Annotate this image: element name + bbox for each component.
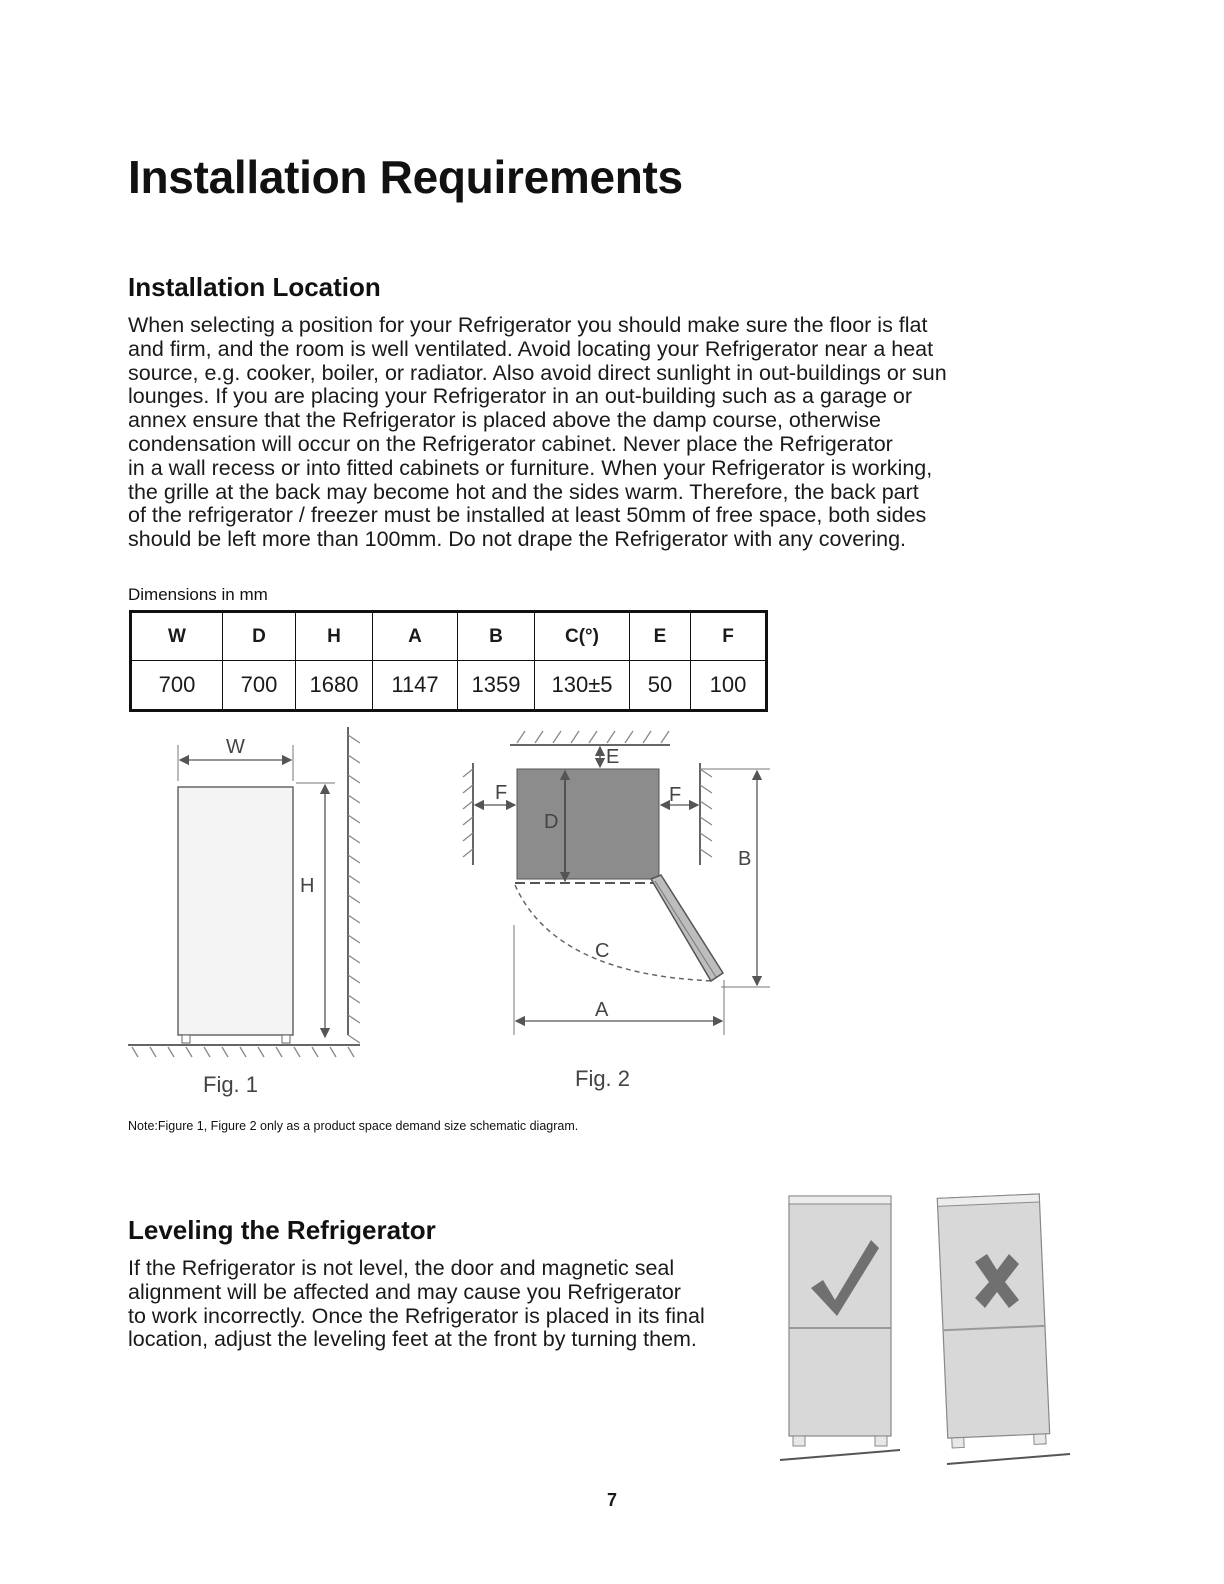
header-cell: A xyxy=(373,612,458,661)
value-cell: 1680 xyxy=(296,661,373,711)
value-cell: 100 xyxy=(691,661,767,711)
label-w: W xyxy=(226,736,245,758)
leveling-heading: Leveling the Refrigerator xyxy=(128,1215,436,1245)
door-seal xyxy=(655,881,716,977)
value-cell: 1359 xyxy=(458,661,535,711)
header-cell: D xyxy=(223,612,296,661)
value-cell: 130±5 xyxy=(535,661,630,711)
label-b: B xyxy=(738,848,752,870)
fridge-foot xyxy=(282,1035,290,1043)
leveling-illustration xyxy=(775,1188,1080,1473)
text-line: When selecting a position for your Refrigerator you should make sure the floor is flat xyxy=(128,313,928,337)
value-cell: 700 xyxy=(223,661,296,711)
value-cell: 1147 xyxy=(373,661,458,711)
figure-1-diagram xyxy=(120,725,380,1065)
floor-hatching xyxy=(132,1047,354,1057)
label-a: A xyxy=(595,999,609,1021)
text-line: source, e.g. cooker, boiler, or radiator. Also avoid direct sunlight in out-buildings or sun xyxy=(128,360,947,385)
value-cell: 700 xyxy=(131,661,223,711)
text-line: annex ensure that the Refrigerator is placed above the damp course, otherwise xyxy=(128,408,881,433)
leveling-text xyxy=(128,1257,705,1352)
figure-2-caption: Fig. 2 xyxy=(575,1066,631,1091)
dimensions-caption: Dimensions in mm xyxy=(128,585,268,604)
header-cell: H xyxy=(296,612,373,661)
dimensions-header-row xyxy=(131,612,767,661)
left-wall-hatching xyxy=(463,769,473,857)
header-cell: C(°) xyxy=(535,612,630,661)
level-fridge-correct xyxy=(780,1196,900,1460)
text-line: lounges. If you are placing your Refrigerator in an out-building such as a garage or xyxy=(128,384,913,409)
label-c: C xyxy=(595,940,610,962)
label-e: E xyxy=(606,746,620,768)
text-line: and firm, and the room is well ventilated. Avoid locating your Refrigerator near a heat xyxy=(128,336,934,361)
header-cell: E xyxy=(630,612,691,661)
text-line: location, adjust the leveling feet at the front by turning them. xyxy=(128,1327,697,1352)
dimensions-table xyxy=(129,610,768,712)
label-d: D xyxy=(544,811,559,833)
fridge-outline xyxy=(178,787,293,1035)
header-cell: F xyxy=(691,612,767,661)
header-cell: B xyxy=(458,612,535,661)
back-wall-hatching xyxy=(517,731,669,743)
label-f-right: F xyxy=(669,784,682,806)
text-line: in a wall recess or into fitted cabinets or furniture. When your Refrigerator is working, xyxy=(128,455,933,480)
text-line: to work incorrectly. Once the Refrigerator is placed in its final xyxy=(128,1303,705,1328)
wall-hatching xyxy=(348,735,360,1043)
installation-location-heading: Installation Location xyxy=(128,272,381,302)
label-f-left: F xyxy=(495,782,508,804)
right-wall-hatching xyxy=(700,769,712,857)
value-cell: 50 xyxy=(630,661,691,711)
text-line: of the refrigerator / freezer must be installed at least 50mm of free space, both sides xyxy=(128,503,927,528)
text-line: If the Refrigerator is not level, the door and magnetic seal xyxy=(128,1256,675,1280)
text-line: alignment will be affected and may cause you Refrigerator xyxy=(128,1279,681,1304)
installation-location-text xyxy=(128,314,947,552)
figure-1-caption: Fig. 1 xyxy=(203,1072,259,1097)
dimensions-value-row xyxy=(131,661,767,711)
fridge-foot xyxy=(182,1035,190,1043)
figure-2-diagram xyxy=(455,725,785,1055)
figure-note: Note:Figure 1, Figure 2 only as a product space demand size schematic diagram. xyxy=(128,1119,579,1133)
header-cell: W xyxy=(131,612,223,661)
page-title: Installation Requirements xyxy=(128,151,683,203)
sloped-floor-line xyxy=(947,1454,1070,1464)
tilted-fridge-incorrect xyxy=(937,1194,1050,1448)
text-line: the grille at the back may become hot and the sides warm. Therefore, the back part xyxy=(128,479,919,504)
text-line: should be left more than 100mm. Do not drape the Refrigerator with any covering. xyxy=(128,527,906,552)
text-line: condensation will occur on the Refrigerator cabinet. Never place the Refrigerator xyxy=(128,431,893,456)
label-h: H xyxy=(300,875,315,897)
page-number: 7 xyxy=(606,1490,617,1510)
fridge-top-view xyxy=(517,769,659,879)
